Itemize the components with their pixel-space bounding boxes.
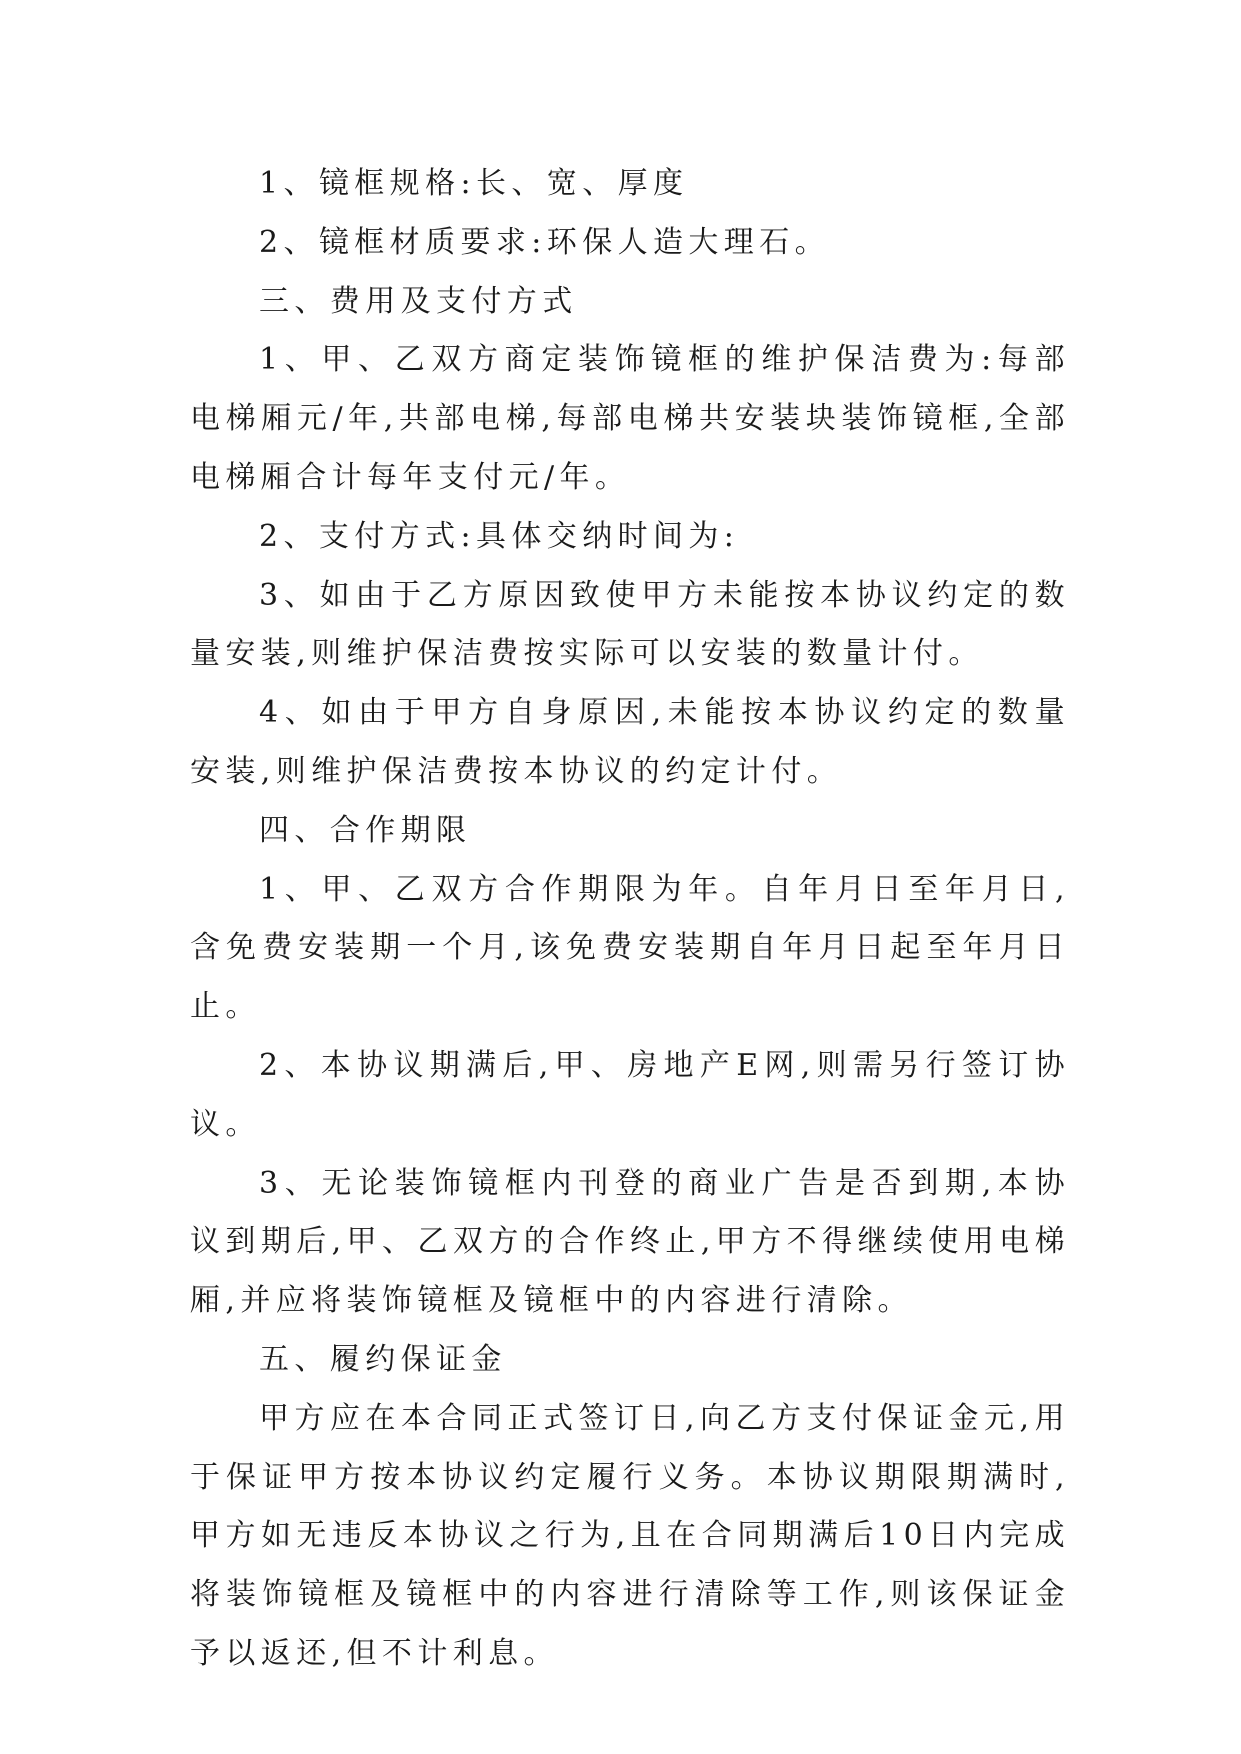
section-heading-term: 四、合作期限 <box>259 812 472 848</box>
spec-material-item: 2、镜框材质要求:环保人造大理石。 <box>259 224 830 260</box>
deposit-paragraph: 甲方应在本合同正式签订日,向乙方支付保证金元,用于保证甲方按本协议约定履行义务。本协议期限期满时,甲方如无违反本协议之行为,且在合同期满后10日内完成将装饰镜框及镜框中的内容进行清除等工作,则该保证金予以返还,但不计利息。 <box>190 1400 1070 1671</box>
fee-item-2: 2、支付方式:具体交纳时间为: <box>259 518 740 554</box>
fee-item-3: 3、如由于乙方原因致使甲方未能按本协议约定的数量安装,则维护保洁费按实际可以安装的数量计付。 <box>190 577 1070 672</box>
section-heading-fees: 三、费用及支付方式 <box>259 283 578 319</box>
document-body <box>190 155 1070 1684</box>
section-heading-deposit: 五、履约保证金 <box>259 1341 507 1377</box>
term-item-3: 3、无论装饰镜框内刊登的商业广告是否到期,本协议到期后,甲、乙双方的合作终止,甲方不得继续使用电梯厢,并应将装饰镜框及镜框中的内容进行清除。 <box>190 1165 1070 1319</box>
term-item-2: 2、本协议期满后,甲、房地产E网,则需另行签订协议。 <box>190 1047 1070 1142</box>
term-item-1: 1、甲、乙双方合作期限为年。自年月日至年月日,含免费安装期一个月,该免费安装期自年月日起至年月日止。 <box>190 871 1070 1025</box>
fee-item-1: 1、甲、乙双方商定装饰镜框的维护保洁费为:每部电梯厢元/年,共部电梯,每部电梯共安装块装饰镜框,全部电梯厢合计每年支付元/年。 <box>190 342 1070 495</box>
spec-size-item: 1、镜框规格:长、宽、厚度 <box>259 166 689 201</box>
fee-item-4: 4、如由于甲方自身原因,未能按本协议约定的数量安装,则维护保洁费按本协议的约定计付。 <box>190 695 1070 789</box>
